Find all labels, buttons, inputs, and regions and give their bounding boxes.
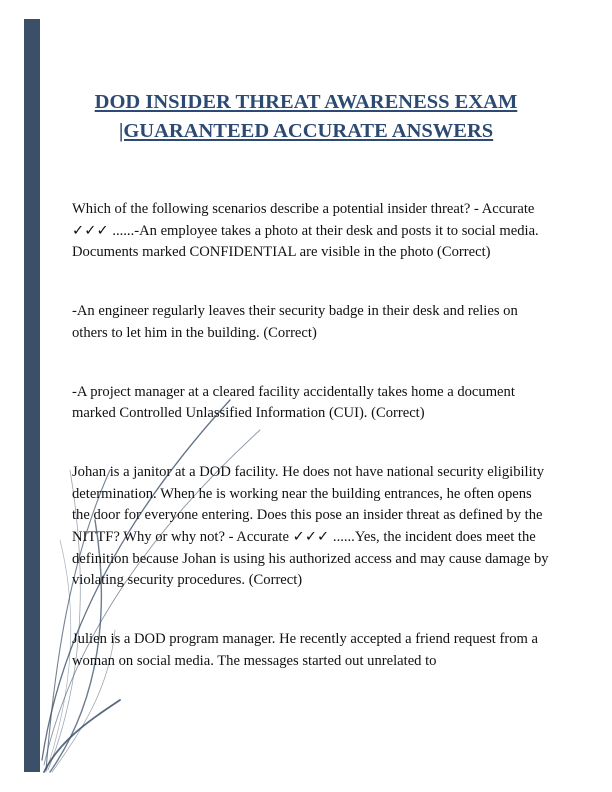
question-2-paragraph: Johan is a janitor at a DOD facility. He does not have national security eligibility determination. When he is working near the building entrances, he often opens the door for everyone entering. Does this pose an insider threat as defined by the NITTF? Why or why not? - Accurate ✓✓✓ ......Yes, the incident does meet the definition because Johan is using his authorized access and may cause damage by violating security procedures. (Correct): [72, 463, 549, 589]
document-body: [72, 199, 552, 673]
question-3-paragraph: Julien is a DOD program manager. He recently accepted a friend request from a woman on social media. The messages started out unrelated to: [72, 631, 538, 669]
answer-project-manager-paragraph: -A project manager at a cleared facility accidentally takes home a document marked Controlled Unlassified Information (CUI). (Correct): [72, 383, 515, 422]
question-1-paragraph: Which of the following scenarios describe a potential insider threat? - Accurate ✓✓✓ ......-An employee takes a photo at their desk and posts it to social media. Documents marked CONFIDENTIAL are visible in the photo (Correct): [72, 201, 539, 261]
answer-engineer-paragraph: -An engineer regularly leaves their security badge in their desk and relies on others to let him in the building. (Correct): [72, 303, 518, 341]
left-accent-bar: [24, 19, 40, 772]
document-title: DOD INSIDER THREAT AWARENESS EXAM |GUARANTEED ACCURATE ANSWERS: [94, 91, 518, 142]
